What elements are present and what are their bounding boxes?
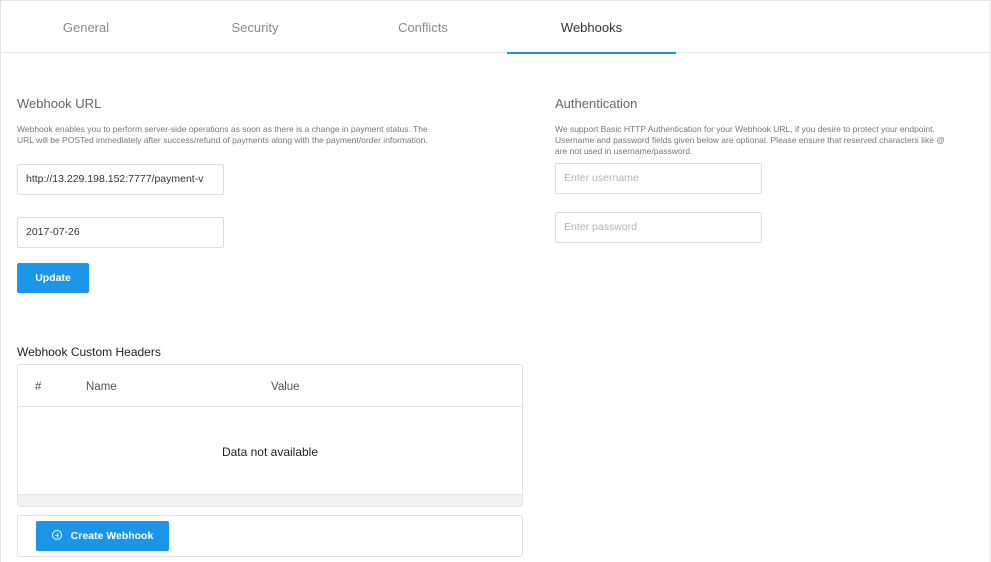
webhook-url-input[interactable]: http://13.229.198.152:7777/payment-v bbox=[17, 164, 224, 195]
create-webhook-button[interactable] bbox=[36, 521, 169, 551]
column-header-name: Name bbox=[86, 381, 117, 393]
tab-webhooks[interactable]: Webhooks bbox=[507, 1, 676, 53]
username-input[interactable]: Enter username bbox=[555, 163, 762, 194]
authentication-title: Authentication bbox=[555, 96, 638, 111]
authentication-description bbox=[555, 124, 989, 157]
authentication-description-line2: Username and password fields given below are optional. Please ensure that reserved characters like @ bbox=[555, 135, 945, 145]
empty-state-text: Data not available bbox=[221, 445, 319, 459]
custom-headers-table bbox=[17, 364, 523, 507]
plus-circle-icon bbox=[52, 530, 62, 540]
tab-security[interactable]: Security bbox=[231, 20, 279, 35]
authentication-description-line3: are not used in username/password. bbox=[555, 146, 693, 156]
table-footer bbox=[18, 494, 522, 506]
webhook-date-input[interactable]: 2017-07-26 bbox=[17, 217, 224, 248]
custom-headers-title: Webhook Custom Headers bbox=[17, 345, 161, 359]
table-header bbox=[18, 365, 522, 407]
tab-general[interactable]: General bbox=[62, 20, 110, 35]
create-webhook-label: Create Webhook bbox=[70, 530, 154, 542]
password-input[interactable]: Enter password bbox=[555, 212, 762, 243]
webhook-description-line1: Webhook enables you to perform server-side operations as soon as there is a change in payment status. The bbox=[17, 124, 428, 134]
tab-bar bbox=[0, 0, 991, 53]
update-button[interactable]: Update bbox=[17, 263, 89, 293]
webhook-description-line2: URL will be POSTed immediately after success/refund of payments along with the payment/order information. bbox=[17, 135, 428, 145]
tab-conflicts[interactable]: Conflicts bbox=[398, 20, 448, 35]
webhook-url-title: Webhook URL bbox=[17, 96, 102, 111]
column-header-value: Value bbox=[271, 381, 300, 393]
column-header-number: # bbox=[35, 381, 42, 393]
authentication-description-line1: We support Basic HTTP Authentication for your Webhook URL, if you desire to protect your endpoint. bbox=[555, 124, 935, 134]
webhook-description bbox=[17, 124, 497, 146]
